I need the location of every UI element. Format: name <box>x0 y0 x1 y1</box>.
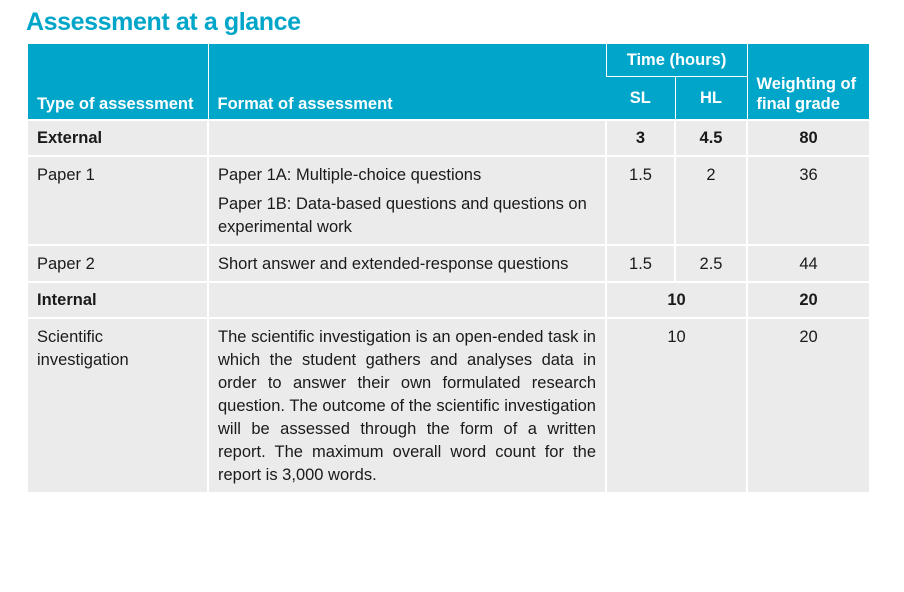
header-hl: HL <box>675 77 747 121</box>
page-title: Assessment at a glance <box>26 8 301 36</box>
cell-type: Scientific investigation <box>28 318 208 492</box>
cell-sl: 3 <box>606 120 675 156</box>
cell-format: The scientific investigation is an open-ended task in which the student gathers and analyses data in order to answer their own formulated research question. The outcome of the scientific investigation will be assessed through the form of a written report. The maximum overall word count for the report is 3,000 words. <box>208 318 606 492</box>
table-row-internal <box>28 282 869 318</box>
cell-hl: 4.5 <box>675 120 747 156</box>
cell-format <box>208 156 606 245</box>
cell-type: Paper 2 <box>28 245 208 282</box>
header-sl: SL <box>606 77 675 121</box>
cell-time: 10 <box>606 282 747 318</box>
header-type: Type of assessment <box>28 44 208 120</box>
table-row-paper1 <box>28 156 869 245</box>
cell-time: 10 <box>606 318 747 492</box>
header-row <box>28 44 869 77</box>
cell-format: Short answer and extended-response questions <box>208 245 606 282</box>
table-row-external <box>28 120 869 156</box>
format-line-1b: Paper 1B: Data-based questions and questions on experimental work <box>218 195 587 236</box>
cell-weighting: 20 <box>747 282 869 318</box>
cell-sl: 1.5 <box>606 156 675 245</box>
cell-hl: 2 <box>675 156 747 245</box>
table-row-scientific <box>28 318 869 492</box>
header-format: Format of assessment <box>208 44 606 120</box>
table-row-paper2 <box>28 245 869 282</box>
cell-format <box>208 120 606 156</box>
format-line-1a: Paper 1A: Multiple-choice questions <box>218 166 482 184</box>
header-weighting: Weighting of final grade <box>747 44 869 120</box>
cell-format <box>208 282 606 318</box>
cell-weighting: 20 <box>747 318 869 492</box>
cell-sl: 1.5 <box>606 245 675 282</box>
cell-type: Internal <box>28 282 208 318</box>
cell-type: External <box>28 120 208 156</box>
cell-type: Paper 1 <box>28 156 208 245</box>
cell-weighting: 80 <box>747 120 869 156</box>
assessment-table <box>28 44 869 492</box>
cell-hl: 2.5 <box>675 245 747 282</box>
cell-weighting: 36 <box>747 156 869 245</box>
header-time: Time (hours) <box>606 44 747 77</box>
cell-weighting: 44 <box>747 245 869 282</box>
